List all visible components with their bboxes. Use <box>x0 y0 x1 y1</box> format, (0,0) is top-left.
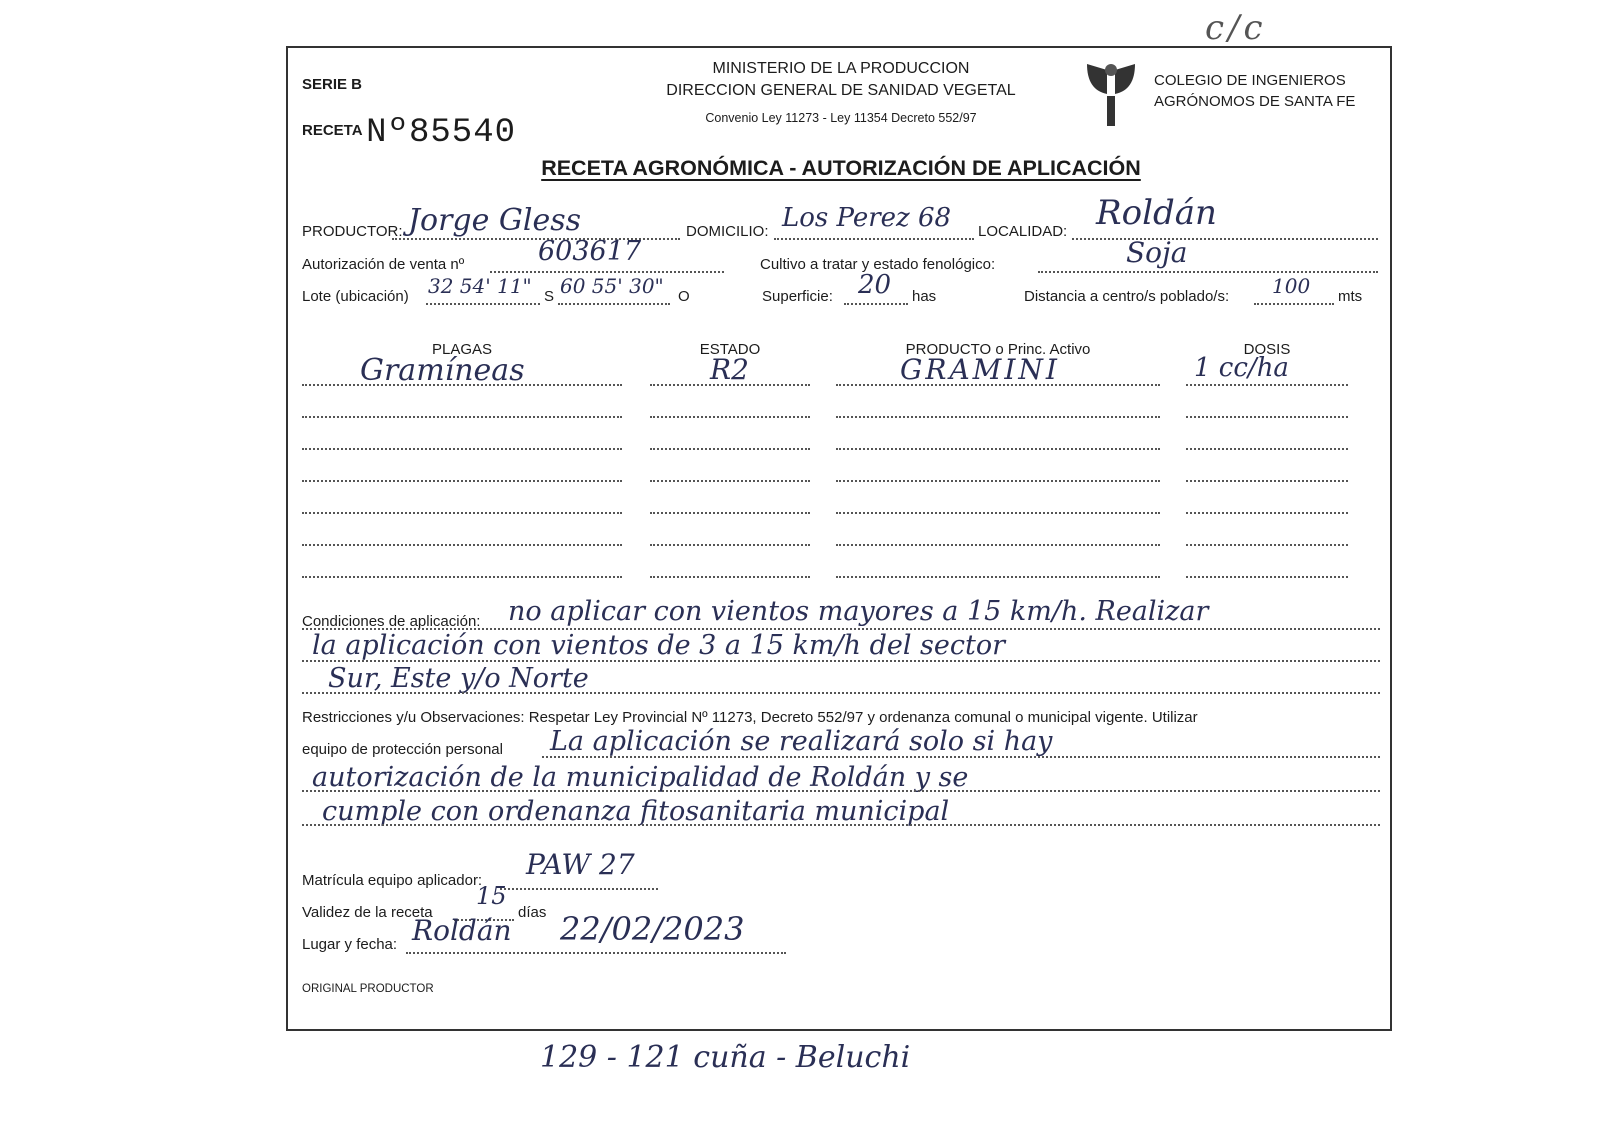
colegio-name <box>1154 70 1355 112</box>
localidad-label: LOCALIDAD: <box>978 223 1068 240</box>
superficie-label: Superficie: <box>762 288 833 305</box>
table-row-line <box>650 542 810 546</box>
table-row-line <box>650 446 810 450</box>
table-row-line <box>1186 510 1348 514</box>
colegio-line-2: AGRÓNOMOS DE SANTA FE <box>1154 93 1356 110</box>
matricula-label: Matrícula equipo aplicador: <box>302 872 483 889</box>
ministry-line-3: Convenio Ley 11273 - Ley 11354 Decreto 552/97 <box>705 111 977 125</box>
restrictions-label: Restricciones y/u Observaciones: Respetar Ley Provincial Nº 11273, Decreto 552/97 y ordenanza comunal o municipal vigente. Utilizar <box>302 709 1198 726</box>
form-title: RECETA AGRONÓMICA - AUTORIZACIÓN DE APLICACIÓN <box>541 156 1141 180</box>
conditions-line-2: la aplicación con vientos de 3 a 15 km/h del sector <box>312 630 1006 661</box>
table-row-line <box>1186 574 1348 578</box>
validez-value: 15 <box>476 882 507 910</box>
lote-label: Lote (ubicación) <box>302 288 409 305</box>
restrictions-rule-3 <box>302 822 1380 826</box>
distancia-label: Distancia a centro/s poblado/s: <box>1024 288 1230 305</box>
superficie-unit: has <box>912 288 937 305</box>
table-row-line <box>650 574 810 578</box>
original-productor-label: ORIGINAL PRODUCTOR <box>302 983 434 995</box>
validez-unit: días <box>518 904 547 921</box>
receta-number-block <box>302 108 516 152</box>
autorizacion-line <box>490 269 724 273</box>
restrictions-line-3: cumple con ordenanza fitosanitaria municipal <box>322 796 950 827</box>
table-row-line <box>302 542 622 546</box>
table-row-line <box>302 574 622 578</box>
lote-s-line <box>426 301 540 305</box>
ministry-line-1: MINISTERIO DE LA PRODUCCION <box>712 60 970 77</box>
lugar-label: Lugar y fecha: <box>302 936 398 953</box>
cell-estado-1: R2 <box>710 353 749 386</box>
restrictions-rule-2 <box>302 788 1380 792</box>
receta-number: Nº85540 <box>366 114 516 152</box>
col-header-dosis: DOSIS <box>1243 341 1291 358</box>
prescription-form <box>286 46 1392 1031</box>
table-row-line <box>836 510 1160 514</box>
colegio-line-1: COLEGIO DE INGENIEROS <box>1154 72 1346 89</box>
productor-label: PRODUCTOR: <box>302 223 403 240</box>
restrictions-line-2: autorización de la municipalidad de Roldán y se <box>312 762 969 793</box>
autorizacion-label: Autorización de venta nº <box>302 256 465 273</box>
table-row-line <box>302 446 622 450</box>
ministry-line-2: DIRECCION GENERAL DE SANIDAD VEGETAL <box>666 82 1016 99</box>
table-row-line <box>1186 382 1348 386</box>
bottom-handwritten-note: 129 - 121 cuña - Beluchi <box>540 1040 911 1075</box>
validez-label: Validez de la receta <box>302 904 433 921</box>
cultivo-line <box>1038 269 1378 273</box>
lote-o-value: 60 55' 30" <box>560 274 664 298</box>
cell-plagas-1: Gramíneas <box>360 353 525 388</box>
table-row-line <box>836 414 1160 418</box>
table-row-line <box>836 446 1160 450</box>
col-header-producto: PRODUCTO o Princ. Activo <box>905 341 1091 358</box>
serie-label: SERIE B <box>302 76 363 93</box>
conditions-rule-2 <box>302 658 1380 662</box>
localidad-value: Roldán <box>1096 193 1217 233</box>
cell-dosis-1: 1 cc/ha <box>1194 353 1289 383</box>
receta-label: RECETA <box>302 122 362 139</box>
table-row-line <box>836 478 1160 482</box>
matricula-line <box>500 886 658 890</box>
superficie-value: 20 <box>858 270 892 300</box>
table-row-line <box>1186 446 1348 450</box>
distancia-unit: mts <box>1338 288 1363 305</box>
lote-o-line <box>558 301 670 305</box>
colegio-logo-icon <box>1083 60 1139 128</box>
domicilio-label: DOMICILIO: <box>686 223 769 240</box>
cell-producto-1: GRAMINI <box>900 353 1060 386</box>
table-row-line <box>1186 414 1348 418</box>
lugar-line <box>406 950 786 954</box>
col-header-estado: ESTADO <box>699 341 761 358</box>
table-row-line <box>302 478 622 482</box>
table-row-line <box>650 382 810 386</box>
distancia-line <box>1254 301 1334 305</box>
autorizacion-value: 603617 <box>538 236 642 267</box>
conditions-line-1: no aplicar con vientos mayores a 15 km/h. Realizar <box>508 596 1209 627</box>
restrictions-rule-1 <box>542 754 1380 758</box>
distancia-value: 100 <box>1272 274 1311 298</box>
lote-o-label: O <box>678 288 690 305</box>
conditions-label: Condiciones de aplicación: <box>302 613 481 630</box>
fecha-value: 22/02/2023 <box>560 910 745 948</box>
table-row-line <box>650 478 810 482</box>
table-row-line <box>302 414 622 418</box>
table-row-line <box>836 574 1160 578</box>
lote-s-label: S <box>544 288 555 305</box>
conditions-rule-3 <box>302 690 1380 694</box>
table-row-line <box>836 542 1160 546</box>
col-header-plagas: PLAGAS <box>431 341 493 358</box>
table-row-line <box>1186 542 1348 546</box>
localidad-line <box>1072 236 1378 240</box>
restrictions-label-2: equipo de protección personal <box>302 741 503 758</box>
domicilio-line <box>774 236 974 240</box>
lugar-value: Roldán <box>412 914 512 947</box>
table-row-line <box>302 510 622 514</box>
lote-s-value: 32 54' 11" <box>428 274 532 298</box>
cultivo-label: Cultivo a tratar y estado fenológico: <box>760 256 996 273</box>
table-row-line <box>1186 478 1348 482</box>
matricula-value: PAW 27 <box>526 848 635 881</box>
table-row-line <box>650 414 810 418</box>
productor-value: Jorge Gless <box>408 203 582 238</box>
corner-mark: c/c <box>1205 8 1267 48</box>
domicilio-value: Los Perez 68 <box>782 203 952 233</box>
conditions-line-3: Sur, Este y/o Norte <box>328 663 589 694</box>
table-row-line <box>302 382 622 386</box>
table-row-line <box>836 382 1160 386</box>
table-row-line <box>650 510 810 514</box>
cultivo-value: Soja <box>1126 236 1188 269</box>
superficie-line <box>844 301 908 305</box>
restrictions-line-1: La aplicación se realizará solo si hay <box>550 726 1053 757</box>
